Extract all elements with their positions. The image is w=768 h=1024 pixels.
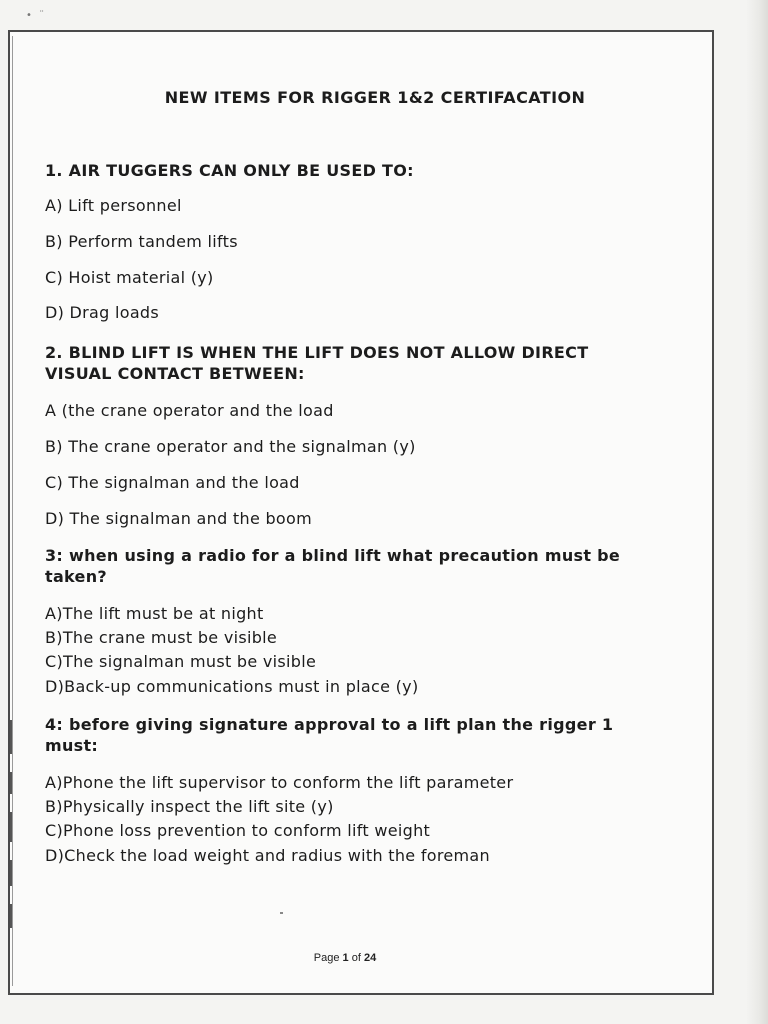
question-2-option-c: C) The signalman and the load	[45, 473, 300, 492]
question-1-option-d: D) Drag loads	[45, 303, 160, 322]
question-3-option-b: B)The crane must be visible	[45, 628, 278, 647]
page-number-prefix: Page	[313, 952, 343, 964]
question-1-option-a: A) Lift personnel	[45, 196, 182, 215]
question-4-option-d: D)Check the load weight and radius with the foreman	[45, 846, 490, 865]
question-3-option-c: C)The signalman must be visible	[45, 652, 317, 671]
question-3-option-a: A)The lift must be at night	[45, 604, 264, 623]
question-1-option-b: B) Perform tandem lifts	[45, 232, 238, 251]
binding-marks	[10, 720, 14, 990]
page-number-middle: of	[348, 952, 364, 964]
question-2-line-1: 2. BLIND LIFT IS WHEN THE LIFT DOES NOT ALLOW DIRECT	[45, 343, 589, 362]
question-4-option-b: B)Physically inspect the lift site (y)	[45, 797, 334, 816]
question-3-line-2: taken?	[45, 567, 107, 586]
question-3-line-1: 3: when using a radio for a blind lift what precaution must be	[45, 546, 621, 565]
page-number-current: 1	[342, 952, 349, 964]
question-4-line-2: must:	[45, 736, 99, 755]
question-1: 1. AIR TUGGERS CAN ONLY BE USED TO:	[45, 161, 414, 180]
question-2-option-d: D) The signalman and the boom	[45, 509, 312, 528]
question-4-option-c: C)Phone loss prevention to conform lift weight	[45, 821, 431, 840]
question-2-option-a: A (the crane operator and the load	[45, 401, 334, 420]
question-3-option-d: D)Back-up communications must in place (y)	[45, 677, 419, 696]
question-2-line-2: VISUAL CONTACT BETWEEN:	[45, 364, 305, 383]
question-4-option-a: A)Phone the lift supervisor to conform the lift parameter	[45, 773, 514, 792]
question-4-line-1: 4: before giving signature approval to a lift plan the rigger 1	[45, 715, 614, 734]
document-title: NEW ITEMS FOR RIGGER 1&2 CERTIFACATION	[164, 88, 586, 107]
scan-speck	[280, 912, 283, 914]
scan-artifact: • ¨	[26, 10, 47, 21]
question-2-option-b: B) The crane operator and the signalman (y)	[45, 437, 416, 456]
scan-edge-shadow	[746, 0, 768, 1024]
page-number	[0, 952, 690, 964]
page-number-total: 24	[363, 952, 377, 964]
question-1-option-c: C) Hoist material (y)	[45, 268, 214, 287]
